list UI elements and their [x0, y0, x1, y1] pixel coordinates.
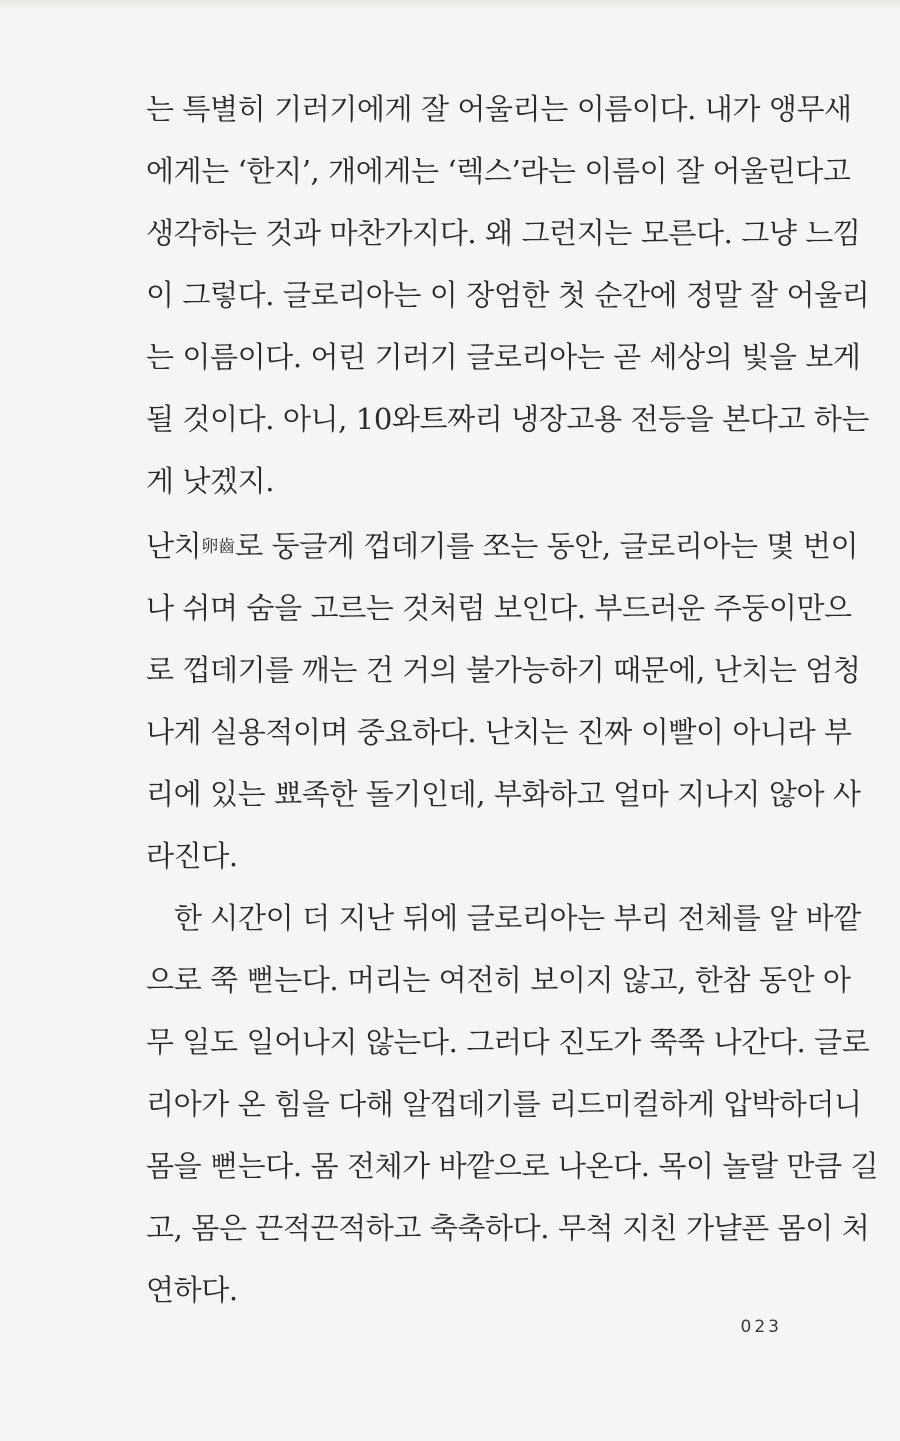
text-line: 나게 실용적이며 중요하다. 난치는 진짜 이빨이 아니라 부: [146, 715, 852, 749]
text-line: 게 낫겠지.: [146, 464, 275, 498]
text-line: 생각하는 것과 마찬가지다. 왜 그런지는 모른다. 그냥 느낌: [146, 216, 861, 250]
text-line: 라진다.: [146, 839, 238, 873]
text-line: 로 껍데기를 깨는 건 거의 불가능하기 때문에, 난치는 엄청: [146, 653, 861, 687]
text-line: 는 특별히 기러기에게 잘 어울리는 이름이다. 내가 앵무새: [146, 92, 852, 126]
text-line: 으로 쭉 뻗는다. 머리는 여전히 보이지 않고, 한참 동안 아: [146, 963, 851, 997]
text-line: 이 그렇다. 글로리아는 이 장엄한 첫 순간에 정말 잘 어울리: [146, 278, 870, 312]
hanja-gloss: 卵齒: [201, 537, 236, 557]
text-fragment: 로 둥글게 껍데기를 쪼는 동안, 글로리아는 몇 번이: [235, 529, 859, 563]
text-line: 는 이름이다. 어린 기러기 글로리아는 곧 세상의 빛을 보게: [146, 340, 861, 374]
text-line: 한 시간이 더 지난 뒤에 글로리아는 부리 전체를 알 바깥: [174, 901, 861, 935]
text-line: 몸을 뻗는다. 몸 전체가 바깥으로 나온다. 목이 놀랄 만큼 길: [146, 1149, 879, 1183]
text-line-with-hanja: [146, 520, 859, 572]
text-line: 리아가 온 힘을 다해 알껍데기를 리드미컬하게 압박하더니: [146, 1087, 862, 1121]
text-line: 리에 있는 뾰족한 돌기인데, 부화하고 얼마 지나지 않아 사: [146, 777, 861, 811]
text-line: 무 일도 일어나지 않는다. 그러다 진도가 쭉쭉 나간다. 글로: [146, 1025, 870, 1059]
term: 난치: [146, 529, 202, 563]
text-line: 고, 몸은 끈적끈적하고 축축하다. 무척 지친 가냘픈 몸이 처: [146, 1211, 870, 1245]
page-number: 023: [740, 1317, 782, 1337]
text-line: 연하다.: [146, 1273, 238, 1307]
text-line: 나 쉬며 숨을 고르는 것처럼 보인다. 부드러운 주둥이만으: [146, 591, 852, 625]
text-line: 될 것이다. 아니, 10와트짜리 냉장고용 전등을 본다고 하는: [146, 402, 869, 436]
text-line: 에게는 ‘한지’, 개에게는 ‘렉스’라는 이름이 잘 어울린다고: [146, 154, 851, 188]
